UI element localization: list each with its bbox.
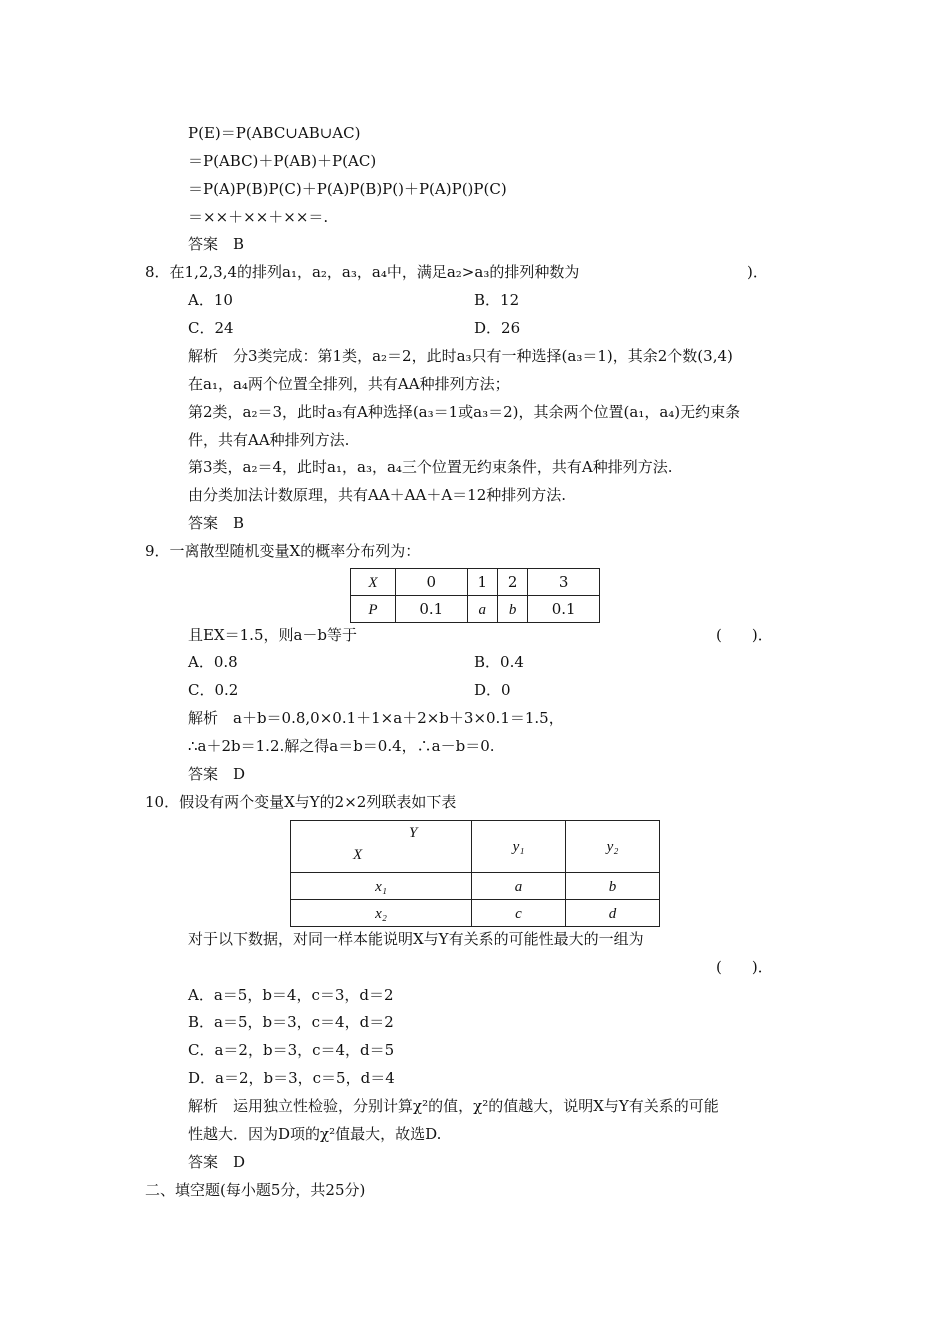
q10-col-y2: y₂ (566, 821, 660, 873)
q8-solution-6: 由分类加法计数原理，共有AA＋AA＋A＝12种排列方法. (188, 486, 567, 504)
q7-line3: ＝P(A)P(B)P(C)＋P(A)P(B)P()＋P(A)P()P(C) (188, 180, 507, 198)
q9-cell-p0: 0.1 (396, 596, 468, 623)
q8-paren: )． (747, 263, 768, 281)
q8-stem: 8．在1,2,3,4的排列a₁，a₂，a₃，a₄中，满足a₂>a₃的排列种数为 (145, 263, 580, 281)
q8-solution-2: 在a₁，a₄两个位置全排列，共有AA种排列方法； (188, 375, 510, 393)
q9-option-d: D．0 (474, 681, 511, 699)
q8-answer: 答案 B (188, 514, 245, 532)
q9-cell-x2: 2 (497, 569, 527, 596)
q9-cell-x-label: X (351, 569, 396, 596)
q8-option-d: D．26 (474, 319, 521, 337)
q9-answer: 答案 D (188, 765, 246, 783)
q7-line1: P(E)＝P(ABC∪AB∪AC) (188, 124, 361, 142)
q10-question: 对于以下数据，对同一样本能说明X与Y有关系的可能性最大的一组为 (188, 930, 644, 948)
q7-answer: 答案 B (188, 235, 245, 253)
q9-condition: 且EX＝1.5，则a－b等于 (188, 626, 358, 644)
q7-line2: ＝P(ABC)＋P(AB)＋P(AC) (188, 152, 377, 170)
q9-cell-p1: a (467, 596, 497, 623)
q10-cell-a: a (472, 873, 566, 900)
q10-option-b: B．a＝5，b＝3，c＝4，d＝2 (188, 1013, 394, 1031)
q10-solution-1: 解析 运用独立性检验，分别计算χ²的值，χ²的值越大，说明X与Y有关系的可能 (188, 1097, 719, 1115)
q10-stem: 10．假设有两个变量X与Y的2×2列联表如下表 (145, 793, 457, 811)
q10-row-x2: x₂ (291, 900, 472, 927)
q8-option-a: A．10 (188, 291, 233, 309)
q10-contingency-table (290, 820, 660, 927)
q10-row-x1: x₁ (291, 873, 472, 900)
q10-solution-2: 性越大．因为D项的χ²值最大，故选D. (188, 1125, 442, 1143)
q10-option-c: C．a＝2，b＝3，c＝4，d＝5 (188, 1041, 395, 1059)
q9-cell-p3: 0.1 (528, 596, 600, 623)
q9-cell-p-label: P (351, 596, 396, 623)
q9-distribution-table (350, 568, 600, 623)
q7-line4: ＝××＋××＋××＝. (188, 208, 329, 226)
q9-option-a: A．0.8 (188, 653, 238, 671)
q8-solution-3: 第2类，a₂＝3，此时a₃有A种选择(a₃＝1或a₃＝2)，其余两个位置(a₁，a₄)无约束条 (188, 403, 741, 421)
q9-cell-x1: 1 (467, 569, 497, 596)
q10-corner-y: Y (409, 825, 418, 841)
q10-option-d: D．a＝2，b＝3，c＝5，d＝4 (188, 1069, 395, 1087)
q9-solution-2: ∴a＋2b＝1.2.解之得a＝b＝0.4，∴a－b＝0. (188, 737, 495, 755)
q8-solution-4: 件，共有AA种排列方法. (188, 431, 350, 449)
q10-paren: ( )． (716, 958, 773, 976)
q10-col-y1: y₁ (472, 821, 566, 873)
section-2-heading: 二、填空题(每小题5分，共25分) (145, 1181, 366, 1199)
q10-option-a: A．a＝5，b＝4，c＝3，d＝2 (188, 986, 394, 1004)
q8-option-b: B．12 (474, 291, 520, 309)
q9-solution-1: 解析 a＋b＝0.8,0×0.1＋1×a＋2×b＋3×0.1＝1.5， (188, 709, 564, 727)
q9-cell-x0: 0 (396, 569, 468, 596)
q10-cell-b: b (566, 873, 660, 900)
q10-cell-d: d (566, 900, 660, 927)
q10-corner-x: X (353, 847, 363, 863)
q10-corner-cell (291, 821, 472, 873)
q9-option-c: C．0.2 (188, 681, 239, 699)
q9-cell-p2: b (497, 596, 527, 623)
q9-stem: 9．一离散型随机变量X的概率分布列为： (145, 542, 421, 560)
q9-option-b: B．0.4 (474, 653, 524, 671)
q10-cell-c: c (472, 900, 566, 927)
q10-answer: 答案 D (188, 1153, 246, 1171)
q8-solution-5: 第3类，a₂＝4，此时a₁，a₃，a₄三个位置无约束条件，共有A种排列方法. (188, 458, 673, 476)
q9-cell-x3: 3 (528, 569, 600, 596)
q8-solution-1: 解析 分3类完成：第1类，a₂＝2，此时a₃只有一种选择(a₃＝1)，其余2个数(3,4) (188, 347, 733, 365)
q8-option-c: C．24 (188, 319, 234, 337)
q9-paren: ( )． (716, 626, 773, 644)
